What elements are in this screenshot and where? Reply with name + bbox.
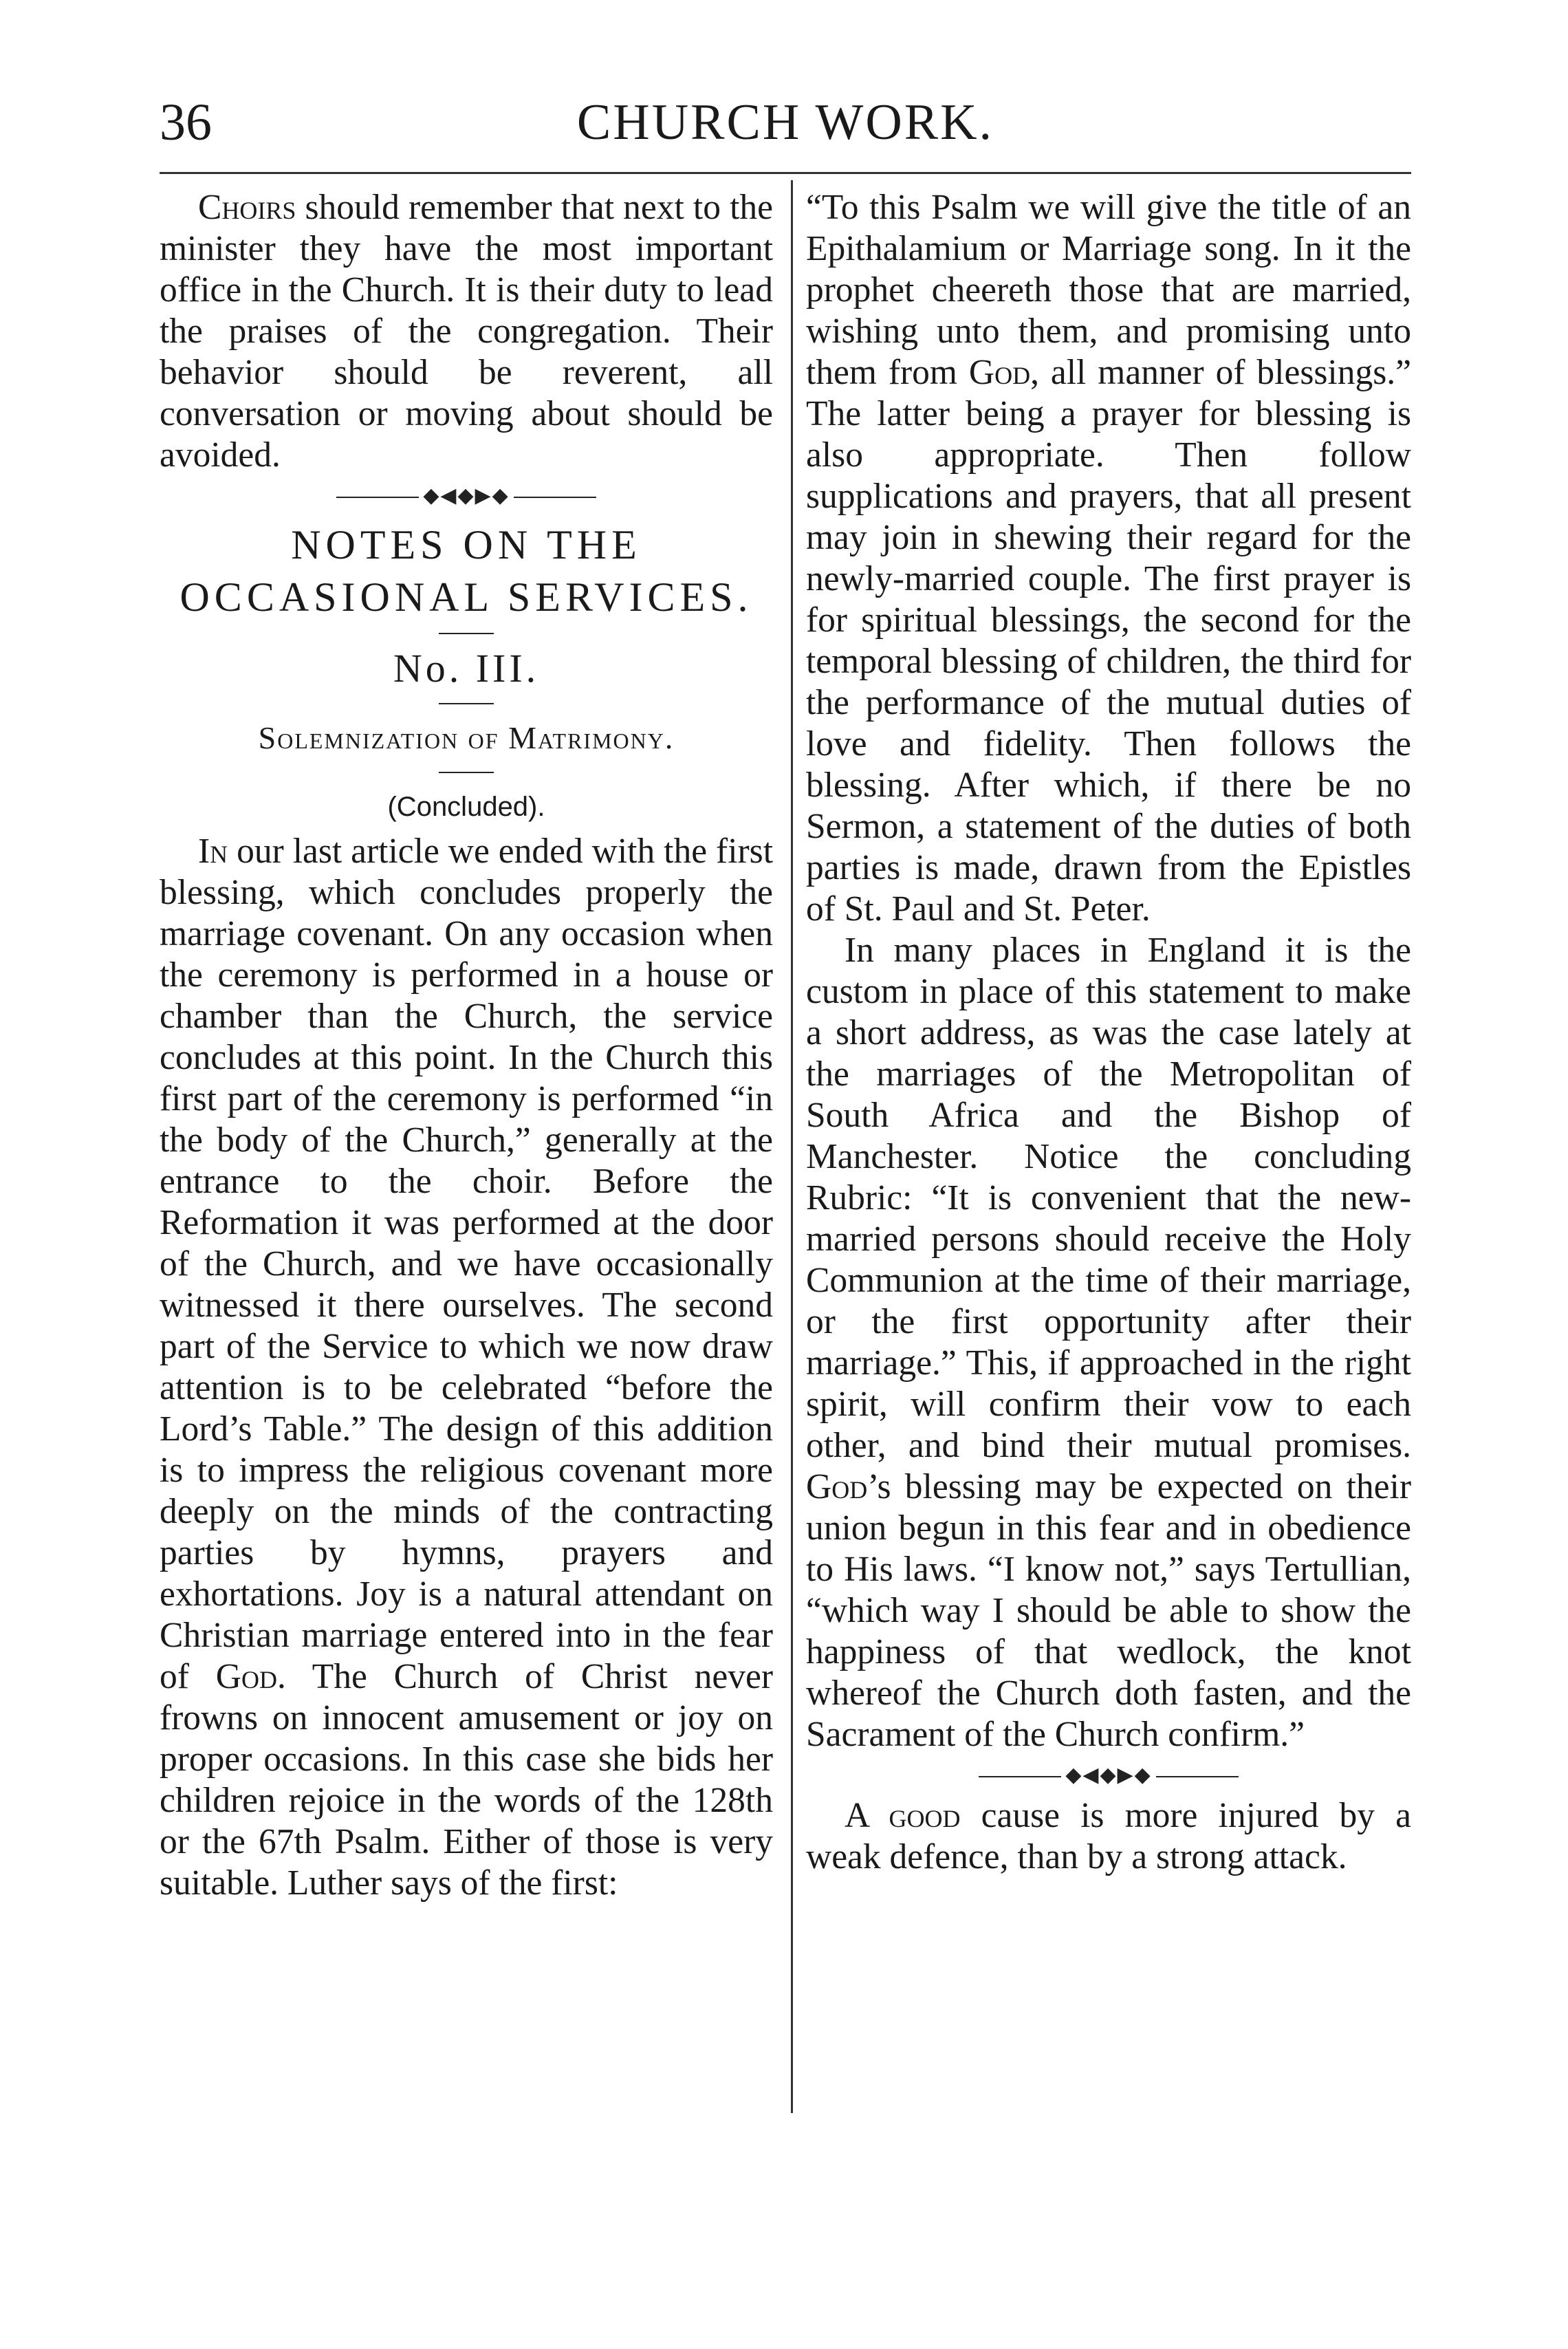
paragraph-text: , all manner of blessings.” The latter being a prayer for blessing is also appropriate. Then follow supplications and prayers, that all present may join in shewing their regard for the newly-married couple. The first prayer is for spiritual blessings, the second for the temporal blessing of children, the third for the performance of the mutual duties of love and fidelity. Then follows the blessing. After which, if there be no Sermon, a statement of the duties of both parties is made, drawn from the Epistles of St. Paul and St. Peter. xyxy=(806,353,1411,929)
short-rule xyxy=(439,703,494,704)
short-rule xyxy=(439,772,494,773)
journal-title: CHURCH WORK. xyxy=(576,94,994,151)
section-title: NOTES ON THE OCCASIONAL SERVICES. xyxy=(179,522,753,620)
paragraph-text: In many places in England it is the custom in place of this statement to make a short address, as was the case lately at the marriages of the Metropolitan of South Africa and the Bishop of Manchester. Notice the concluding Rubric: “It is convenient that the new-married persons should receive the Holy Communion at the time of their marriage, or the first opportunity after their marriage.” This, if approached in the right spirit, will confirm their vow to each other, and bind their mutual promises. xyxy=(806,931,1411,1465)
left-column xyxy=(160,187,773,1904)
paragraph-text: ’s blessing may be expected on their union begun in this fear and in obedience to His laws. “I know not,” says Tertullian, “which way I should be able to show the happiness of that wedlock, the knot whereof the Church doth fasten, and the Sacrament of the Church confirm.” xyxy=(806,1467,1411,1754)
good-cause-paragraph xyxy=(806,1795,1411,1878)
concluded-label: (Concluded). xyxy=(387,792,545,822)
god-smallcaps: God xyxy=(215,1657,277,1696)
ornament-divider xyxy=(160,480,773,512)
page-header xyxy=(160,88,1411,164)
choirs-paragraph xyxy=(160,187,773,476)
god-smallcaps: God xyxy=(968,353,1031,392)
article-text: our last article we ended with the first blessing, which concludes properly the marriage covenant. On any occasion when the ceremony is performed in a house or chamber than the Church, the service concludes at this point. In the Church this first part of the ceremony is performed “in the body of the Church,” generally at the entrance to the choir. Before the Reformation it was performed at the door of the Church, and we have occasionally witnessed it there ourselves. The second part of the Service to which we now draw attention is to be celebrated “before the Lord’s Table.” The design of this addition is to impress the religious covenant more deeply on the minds of the contracting parties by hymns, prayers and exhortations. Joy is a natural attendant on Christian marriage entered into in the fear of xyxy=(160,832,773,1696)
good-cause-lead: A good xyxy=(845,1796,961,1835)
good-cause-text: cause is more injured by a weak defence, than by a strong attack. xyxy=(806,1796,1412,1876)
article-text-2: . The Church of Christ never frowns on innocent amusement or joy on proper occasions. In this case she bids her children rejoice in the words of the 128th or the 67th Psalm. Either of those is very suitable. Luther says of the first: xyxy=(160,1657,773,1903)
column-divider xyxy=(791,180,793,2113)
article-paragraph xyxy=(160,831,773,1904)
choirs-lead: Choirs xyxy=(198,188,296,227)
ornament-glyph: ◆◀◆▶◆ xyxy=(1065,1764,1152,1786)
ornament-divider xyxy=(806,1760,1411,1791)
choirs-text: should remember that next to the minister they have the most important office in the Church. It is their duty to lead the praises of the congregation. Their behavior should be reverent, all conversation or moving about should be avoided. xyxy=(160,188,773,475)
custom-paragraph xyxy=(806,930,1411,1755)
god-smallcaps: God xyxy=(806,1467,868,1506)
luther-quote-paragraph xyxy=(806,187,1411,930)
short-rule xyxy=(439,633,494,634)
article-lead: In xyxy=(198,832,228,871)
paragraph-text: “To this Psalm we will give the title of an Epithalamium or Marriage song. In it the prophet cheereth those that are married, wishing unto them, and promising unto them from xyxy=(806,188,1411,392)
ornament-glyph: ◆◀◆▶◆ xyxy=(423,484,510,507)
page-number: 36 xyxy=(160,94,212,151)
article-subtitle: Solemnization of Matrimony. xyxy=(258,720,675,755)
right-column xyxy=(806,187,1411,1878)
header-rule xyxy=(160,172,1411,174)
article-number: No. III. xyxy=(393,646,540,691)
